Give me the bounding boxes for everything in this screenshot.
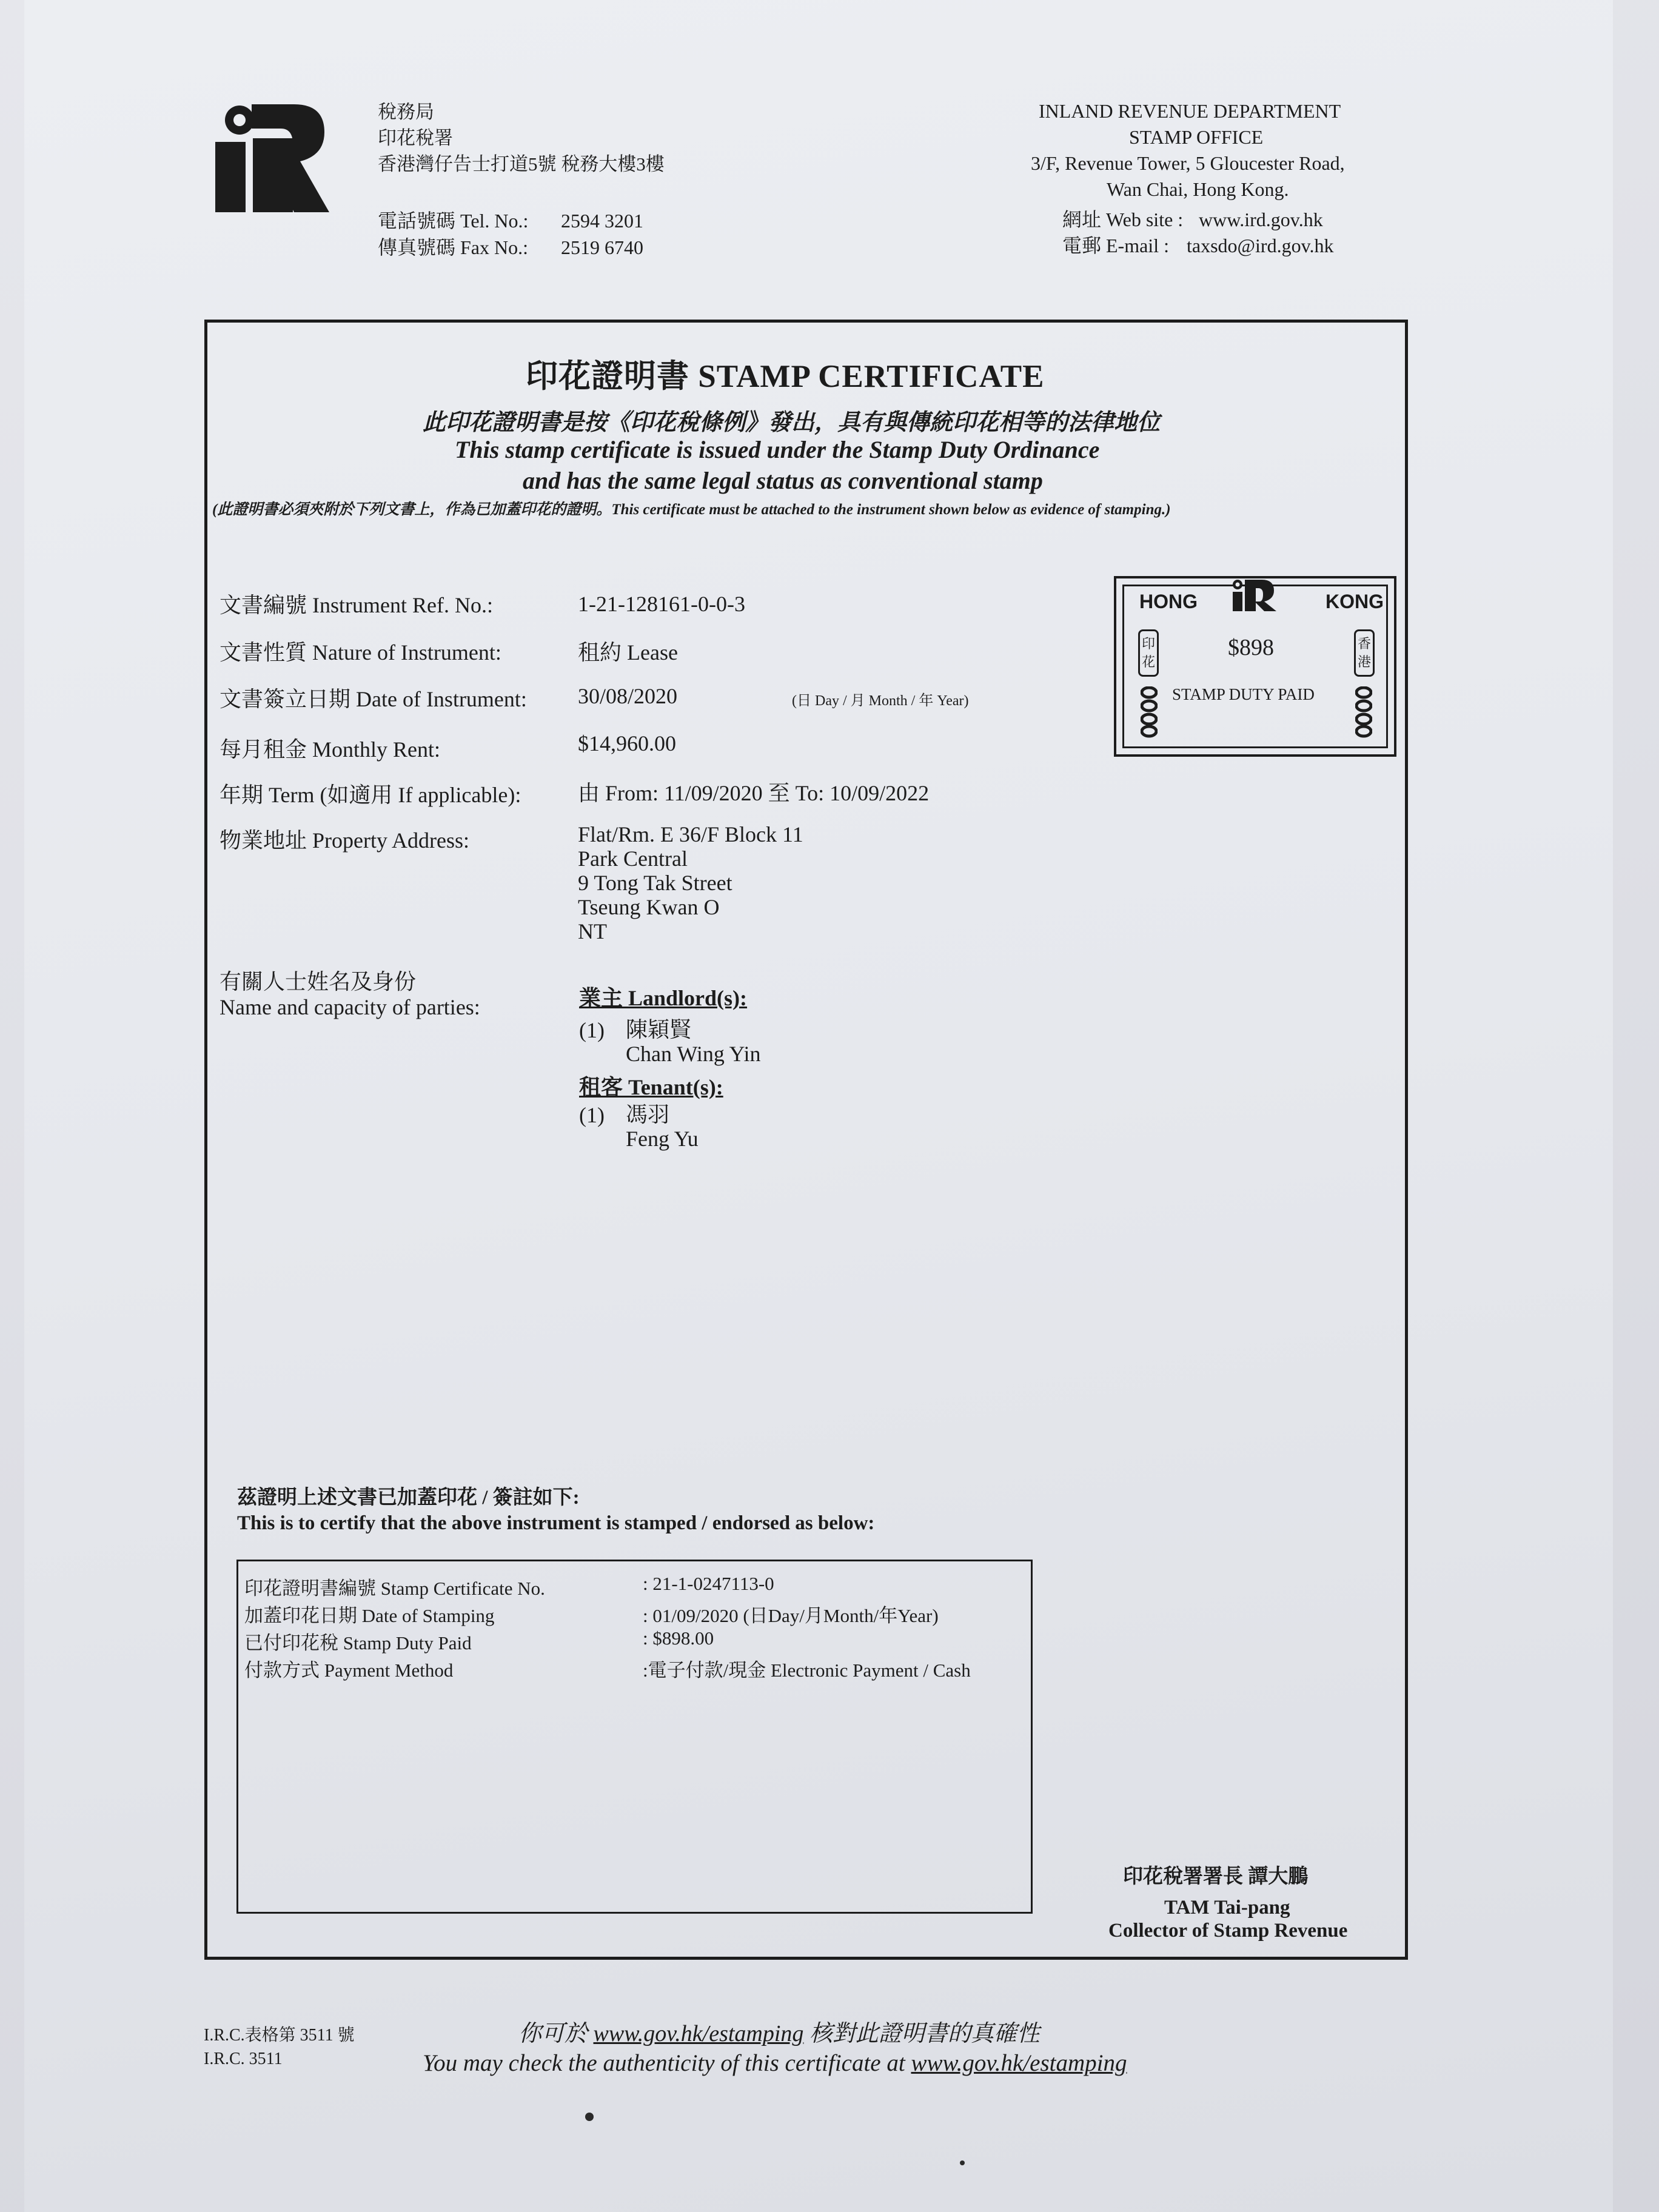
cert-no-value: : 21-1-0247113-0 bbox=[643, 1573, 774, 1594]
collector-title-en: Collector of Stamp Revenue bbox=[1108, 1920, 1348, 1942]
certify-statement-en: This is to certify that the above instrument is stamped / endorsed as below: bbox=[237, 1512, 875, 1534]
parties-label-cn: 有關人士姓名及身份 bbox=[220, 970, 417, 994]
nature-value: 租約 Lease bbox=[578, 640, 678, 665]
certificate-title: 印花證明書 STAMP CERTIFICATE bbox=[526, 359, 1045, 394]
verify-note-cn-post: 核對此證明書的真確性 bbox=[809, 2021, 1040, 2046]
website-label: 網址 Web site : bbox=[1062, 209, 1184, 230]
dept-name-en: INLAND REVENUE DEPARTMENT bbox=[1039, 100, 1341, 122]
paper-mark bbox=[960, 2160, 965, 2165]
date-label: 文書簽立日期 Date of Instrument: bbox=[220, 687, 527, 711]
address-line: Park Central bbox=[578, 846, 688, 871]
verify-note-cn-pre: 你可於 bbox=[518, 2021, 588, 2046]
address-line: Tseung Kwan O bbox=[578, 895, 720, 919]
estamping-link-cn[interactable]: www.gov.hk/estamping bbox=[593, 2021, 804, 2046]
stamp-word-left: HONG bbox=[1139, 591, 1198, 612]
form-number-cn: I.R.C.表格第 3511 號 bbox=[204, 2026, 355, 2045]
address-line: Flat/Rm. E 36/F Block 11 bbox=[578, 822, 803, 846]
stamping-date-label: 加蓋印花日期 Date of Stamping bbox=[244, 1605, 495, 1626]
date-value: 30/08/2020 bbox=[578, 684, 678, 708]
property-address bbox=[578, 822, 803, 943]
parties-label-en: Name and capacity of parties: bbox=[220, 995, 480, 1019]
ref-label: 文書編號 Instrument Ref. No.: bbox=[220, 593, 493, 617]
tenant-name-cn: 馮羽 bbox=[626, 1102, 670, 1127]
estamping-link-en[interactable]: www.gov.hk/estamping bbox=[911, 2050, 1127, 2076]
stamp-duty-paid-stamp bbox=[1114, 576, 1396, 757]
office-name-en: STAMP OFFICE bbox=[1129, 126, 1264, 148]
attach-note: (此證明書必須夾附於下列文書上，作為已加蓋印花的證明。This certificate must be attached to the instrument shown below as evidence of stamping.) bbox=[212, 501, 1171, 518]
rent-value: $14,960.00 bbox=[578, 731, 676, 756]
date-format-hint: (日 Day / 月 Month / 年 Year) bbox=[792, 693, 969, 709]
stamping-date-value: : 01/09/2020 (日Day/月Month/年Year) bbox=[643, 1605, 939, 1626]
form-number-en: I.R.C. 3511 bbox=[204, 2049, 283, 2068]
stamp-coil-right bbox=[1355, 686, 1372, 739]
landlord-name-en: Chan Wing Yin bbox=[626, 1042, 761, 1066]
address-label: 物業地址 Property Address: bbox=[220, 828, 469, 853]
rent-label: 每月租金 Monthly Rent: bbox=[220, 737, 441, 762]
stamp-side-left: 印花 bbox=[1138, 629, 1159, 677]
ird-logo bbox=[215, 104, 330, 212]
stamp-word-right: KONG bbox=[1326, 591, 1384, 612]
tenant-heading: 租客 Tenant(s): bbox=[579, 1075, 723, 1099]
email-link[interactable]: taxsdo@ird.gov.hk bbox=[1187, 235, 1334, 256]
tel-label: 電話號碼 Tel. No.: bbox=[378, 210, 529, 232]
parties-label bbox=[220, 969, 480, 1020]
tenant-entry bbox=[626, 1102, 699, 1151]
landlord-entry bbox=[626, 1017, 761, 1066]
address-line: 9 Tong Tak Street bbox=[578, 871, 732, 895]
duty-paid-label: 已付印花稅 Stamp Duty Paid bbox=[244, 1632, 472, 1654]
ref-value: 1-21-128161-0-0-3 bbox=[578, 592, 745, 616]
stamp-coil-left bbox=[1141, 686, 1158, 739]
collector-name: TAM Tai-pang bbox=[1164, 1897, 1290, 1919]
stamp-amount: $898 bbox=[1228, 635, 1274, 660]
landlord-heading: 業主 Landlord(s): bbox=[579, 986, 748, 1010]
tenant-name-en: Feng Yu bbox=[626, 1127, 699, 1151]
stamp-side-right: 香港 bbox=[1354, 629, 1375, 677]
fax-value: 2519 6740 bbox=[561, 236, 643, 258]
landlord-number: (1) bbox=[579, 1018, 605, 1042]
dept-name-cn: 稅務局 bbox=[378, 101, 434, 122]
payment-method-label: 付款方式 Payment Method bbox=[244, 1660, 454, 1681]
website-link[interactable]: www.ird.gov.hk bbox=[1199, 209, 1323, 230]
fax-label: 傳真號碼 Fax No.: bbox=[378, 236, 529, 258]
landlord-name-cn: 陳穎賢 bbox=[626, 1017, 692, 1042]
verify-note-en bbox=[423, 2049, 1127, 2077]
verify-note-cn bbox=[518, 2014, 1040, 2048]
nature-label: 文書性質 Nature of Instrument: bbox=[220, 640, 501, 665]
cert-no-label: 印花證明書編號 Stamp Certificate No. bbox=[244, 1578, 545, 1599]
tenant-number: (1) bbox=[579, 1103, 605, 1127]
verify-note-en-pre: You may check the authenticity of this certificate at bbox=[423, 2050, 905, 2076]
duty-paid-value: : $898.00 bbox=[643, 1627, 714, 1649]
subtitle-cn: 此印花證明書是按《印花稅條例》發出，具有與傳統印花相等的法律地位 bbox=[423, 410, 1161, 435]
subtitle-en-line1: This stamp certificate is issued under the Stamp Duty Ordinance bbox=[455, 436, 1100, 463]
stamp-ird-logo bbox=[1230, 578, 1279, 612]
term-label: 年期 Term (如適用 If applicable): bbox=[220, 783, 521, 807]
office-name-cn: 印花稅署 bbox=[378, 127, 453, 149]
certify-statement-cn: 茲證明上述文書已加蓋印花 / 簽註如下: bbox=[237, 1487, 580, 1509]
term-value: 由 From: 11/09/2020 至 To: 10/09/2022 bbox=[578, 781, 930, 805]
address-line: NT bbox=[578, 919, 607, 943]
paper-mark bbox=[585, 2113, 594, 2121]
tel-value: 2594 3201 bbox=[561, 210, 643, 232]
email-label: 電郵 E-mail : bbox=[1062, 235, 1169, 256]
stamp-paid-text: STAMP DUTY PAID bbox=[1172, 685, 1315, 703]
address-line1: 3/F, Revenue Tower, 5 Gloucester Road, bbox=[1031, 152, 1345, 174]
address-line2: Wan Chai, Hong Kong. bbox=[1107, 178, 1289, 200]
address-cn: 香港灣仔告士打道5號 稅務大樓3樓 bbox=[378, 153, 665, 175]
payment-method-value: :電子付款/現金 Electronic Payment / Cash bbox=[643, 1660, 971, 1681]
subtitle-en-line2: and has the same legal status as conventional stamp bbox=[523, 467, 1043, 494]
collector-title-cn: 印花稅署署長 譚大鵬 bbox=[1123, 1866, 1309, 1888]
